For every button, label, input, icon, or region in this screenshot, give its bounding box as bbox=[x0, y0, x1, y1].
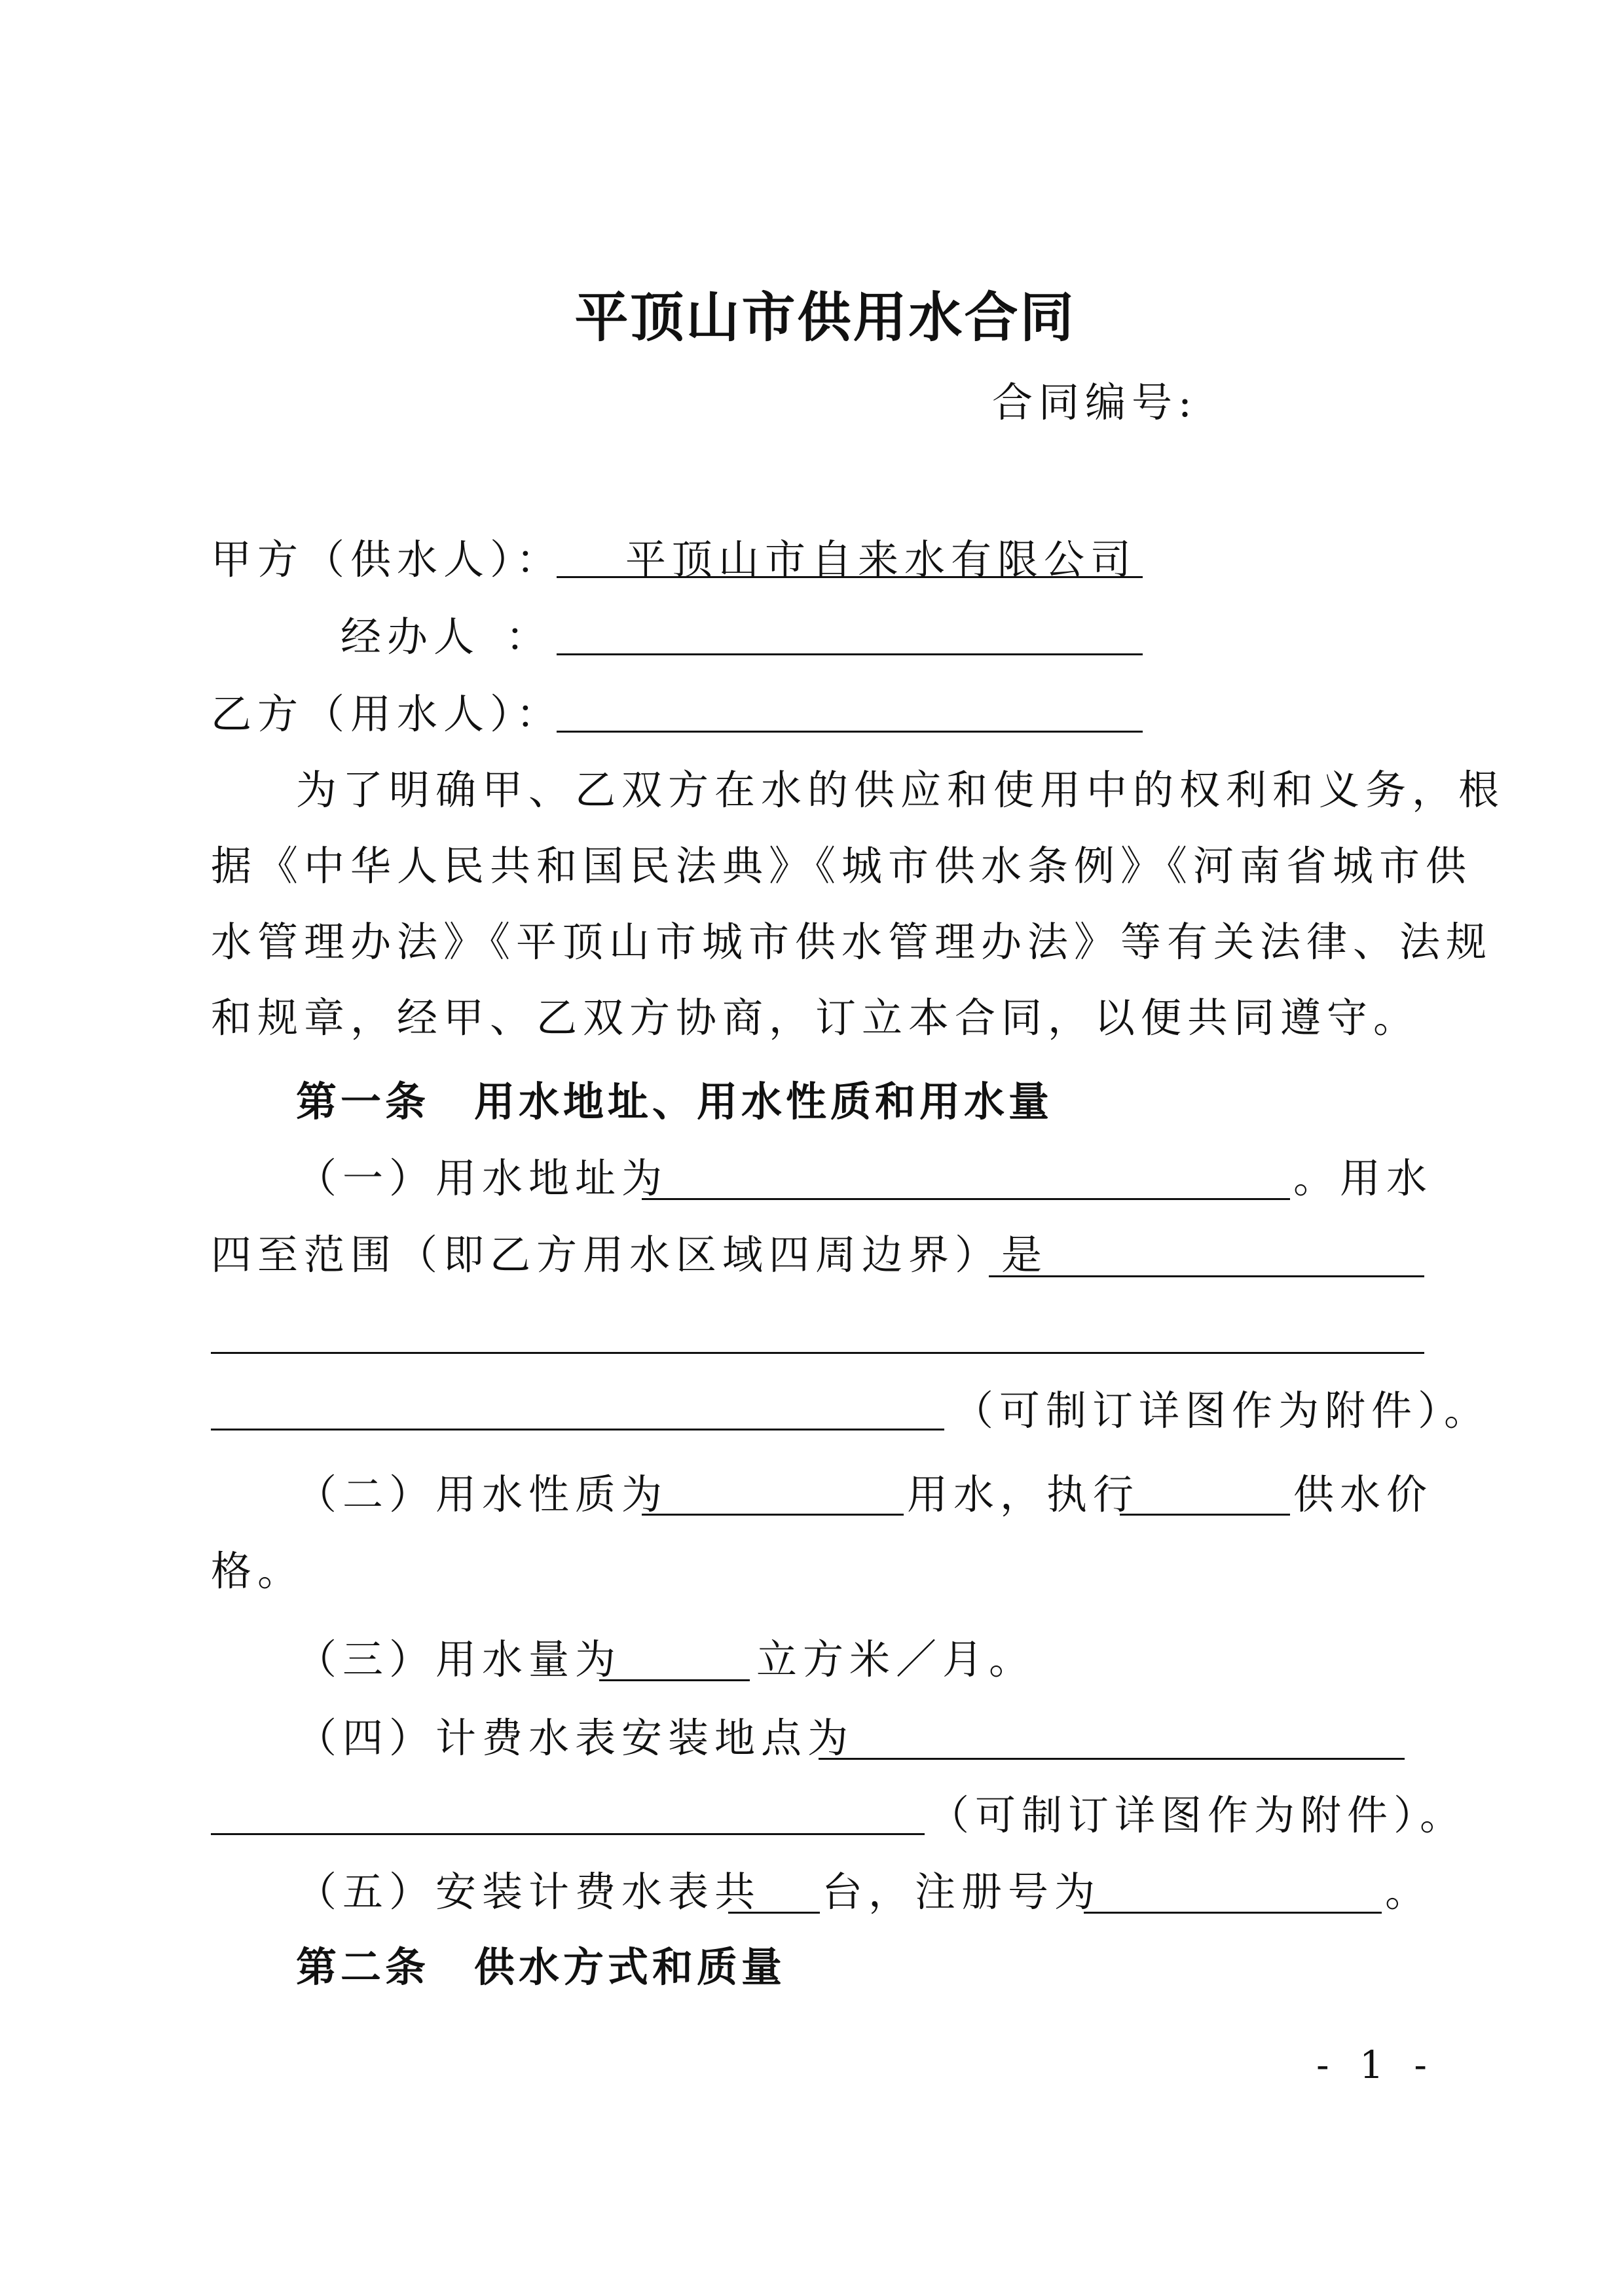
item-1-boundary-blank-1 bbox=[989, 1275, 1424, 1277]
page-number: - 1 - bbox=[1316, 2043, 1436, 2087]
preamble-line-4: 和规章，经甲、乙双方协商，订立本合同，以便共同遵守。 bbox=[211, 994, 1420, 1042]
document-title: 平顶山市供用水合同 bbox=[574, 286, 1076, 349]
item-5-meter-count-label: （五）安装计费水表共 bbox=[296, 1868, 762, 1916]
item-5-registration-blank bbox=[1084, 1912, 1382, 1914]
preamble-line-1: 为了明确甲、乙双方在水的供应和使用中的权利和义务，根 bbox=[296, 766, 1505, 814]
item-2-price-suffix: 格。 bbox=[211, 1547, 304, 1595]
item-4-meter-location-blank-1 bbox=[819, 1758, 1405, 1760]
party-a-label: 甲方（供水人）： bbox=[211, 536, 563, 583]
item-3-volume-unit: 立方米／月。 bbox=[756, 1635, 1036, 1683]
item-5-meter-count-blank bbox=[728, 1912, 820, 1914]
preamble-line-2: 据《中华人民共和国民法典》《城市供水条例》《河南省城市供 bbox=[211, 842, 1473, 890]
item-4-meter-location-label: （四）计费水表安装地点为 bbox=[296, 1714, 855, 1762]
item-1-address-blank bbox=[642, 1198, 1290, 1200]
item-1-address-suffix: 。用水 bbox=[1293, 1154, 1433, 1202]
handler-colon: ： bbox=[506, 613, 553, 661]
item-2-price-blank bbox=[1120, 1514, 1290, 1516]
contract-number-label: 合同编号: bbox=[992, 378, 1198, 426]
item-1-boundary-label: 四至范围（即乙方用水区域四周边界）是 bbox=[211, 1231, 1048, 1279]
item-5-suffix: 。 bbox=[1385, 1868, 1432, 1916]
item-4-meter-location-blank-2 bbox=[211, 1833, 925, 1835]
item-5-registration-label: 台，注册号为 bbox=[822, 1868, 1101, 1916]
preamble-line-3: 水管理办法》《平顶山市城市供水管理办法》等有关法律、法规 bbox=[211, 918, 1493, 966]
item-1-address-label: （一）用水地址为 bbox=[296, 1154, 669, 1202]
party-b-label: 乙方（用水人）： bbox=[211, 690, 563, 738]
item-1-boundary-blank-3 bbox=[211, 1429, 944, 1430]
item-2-nature-label: （二）用水性质为 bbox=[296, 1470, 669, 1518]
item-1-attachment-note: （可制订详图作为附件）。 bbox=[953, 1387, 1491, 1434]
article-2-heading: 第二条 供水方式和质量 bbox=[296, 1943, 786, 1991]
item-2-price-label: 供水价 bbox=[1293, 1470, 1433, 1518]
item-4-attachment-note: （可制订详图作为附件）。 bbox=[929, 1791, 1467, 1839]
party-b-blank bbox=[557, 731, 1143, 733]
article-1-heading: 第一条 用水地址、用水性质和用水量 bbox=[296, 1078, 1054, 1125]
item-3-volume-blank bbox=[599, 1679, 750, 1681]
item-2-execute-label: 用水，执行 bbox=[907, 1470, 1140, 1518]
handler-blank bbox=[557, 653, 1143, 655]
party-a-value: 平顶山市自来水有限公司 bbox=[625, 536, 1137, 583]
item-3-volume-label: （三）用水量为 bbox=[296, 1635, 622, 1683]
item-1-boundary-blank-2 bbox=[211, 1352, 1424, 1354]
item-2-nature-blank bbox=[642, 1514, 904, 1516]
handler-label: 经办人 bbox=[341, 613, 481, 661]
